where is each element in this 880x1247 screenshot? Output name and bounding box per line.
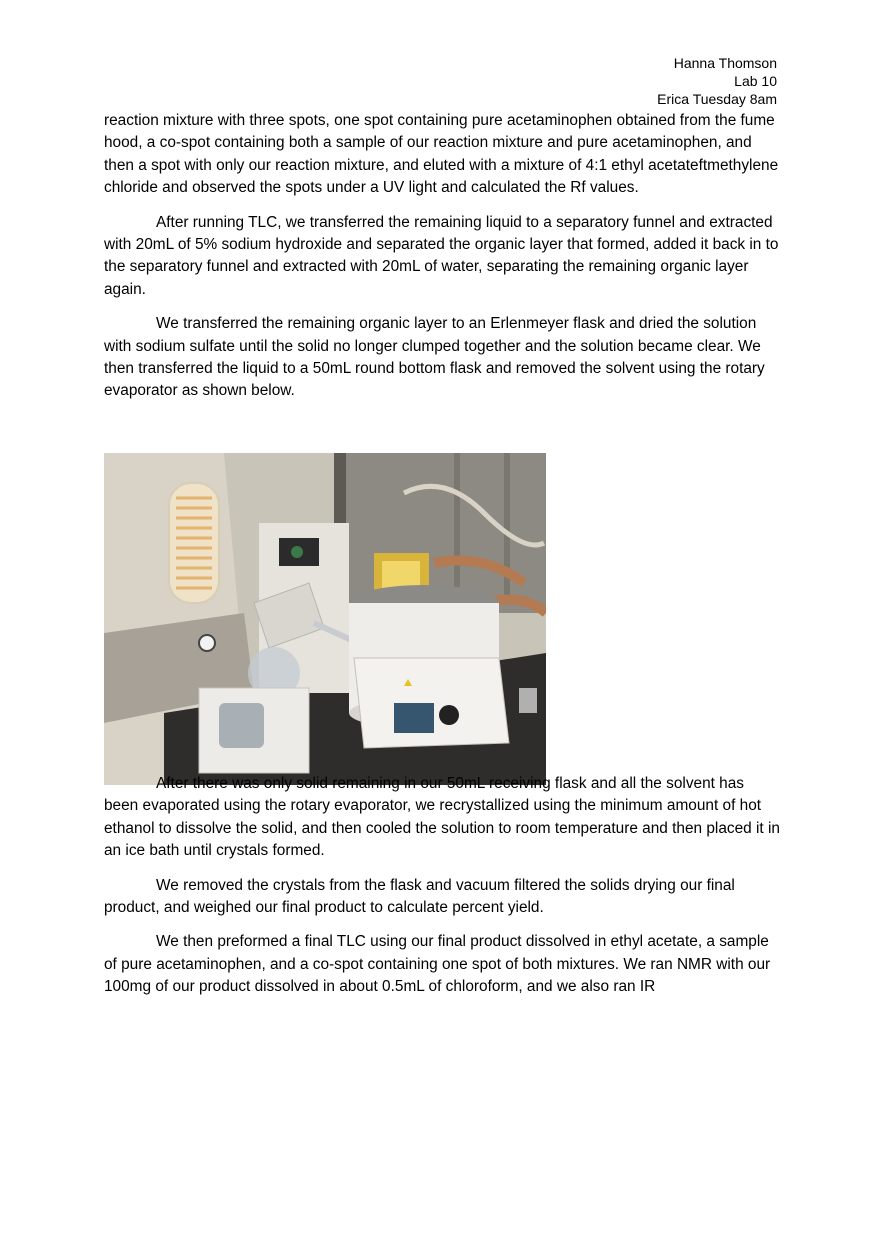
rotary-evaporator-photo bbox=[104, 453, 546, 785]
lab-number: Lab 10 bbox=[734, 73, 777, 89]
lab-section: Erica Tuesday 8am bbox=[657, 91, 777, 107]
body-text-bottom bbox=[104, 773, 780, 1011]
paragraph: After there was only solid remaining in our 50mL receiving flask and all the solvent has been evaporated using the rotary evaporator, we recrystallized using the minimum amount of hot ethanol to dissolve the solid, and then cooled the solution to room temperature and then placed it in an ice bath until crystals formed. bbox=[104, 775, 780, 860]
paragraph: We then preformed a final TLC using our final product dissolved in ethyl acetate, a sample of pure acetaminophen, and a co-spot containing one spot of both mixtures. We ran NMR with our 100mg of our product dissolved in about 0.5mL of chloroform, and we also ran IR bbox=[104, 933, 771, 996]
paragraph: reaction mixture with three spots, one spot containing pure acetaminophen obtained from the fume hood, a co-spot containing both a sample of our reaction mixture and pure acetaminophen, and then a spot with only our reaction mixture, and eluted with a mixture of 4:1 ethyl acetateftmethylene chloride and observed the spots under a UV light and calculated the Rf values. bbox=[104, 112, 779, 197]
page-header bbox=[657, 54, 777, 108]
paragraph: We removed the crystals from the flask and vacuum filtered the solids drying our final product, and weighed our final product to calculate percent yield. bbox=[104, 876, 735, 917]
body-text-top bbox=[104, 110, 780, 415]
author-name: Hanna Thomson bbox=[673, 55, 777, 71]
paragraph: We transferred the remaining organic layer to an Erlenmeyer flask and dried the solution with sodium sulfate until the solid no longer clumped together and the solution became clear. We then transferred the liquid to a 50mL round bottom flask and removed the solvent using the rotary evaporator as shown below. bbox=[104, 315, 765, 400]
paragraph: After running TLC, we transferred the remaining liquid to a separatory funnel and extracted with 20mL of 5% sodium hydroxide and separated the organic layer that formed, added it back in to the separatory funnel and extracted with 20mL of water, separating the remaining organic layer again. bbox=[104, 213, 779, 298]
